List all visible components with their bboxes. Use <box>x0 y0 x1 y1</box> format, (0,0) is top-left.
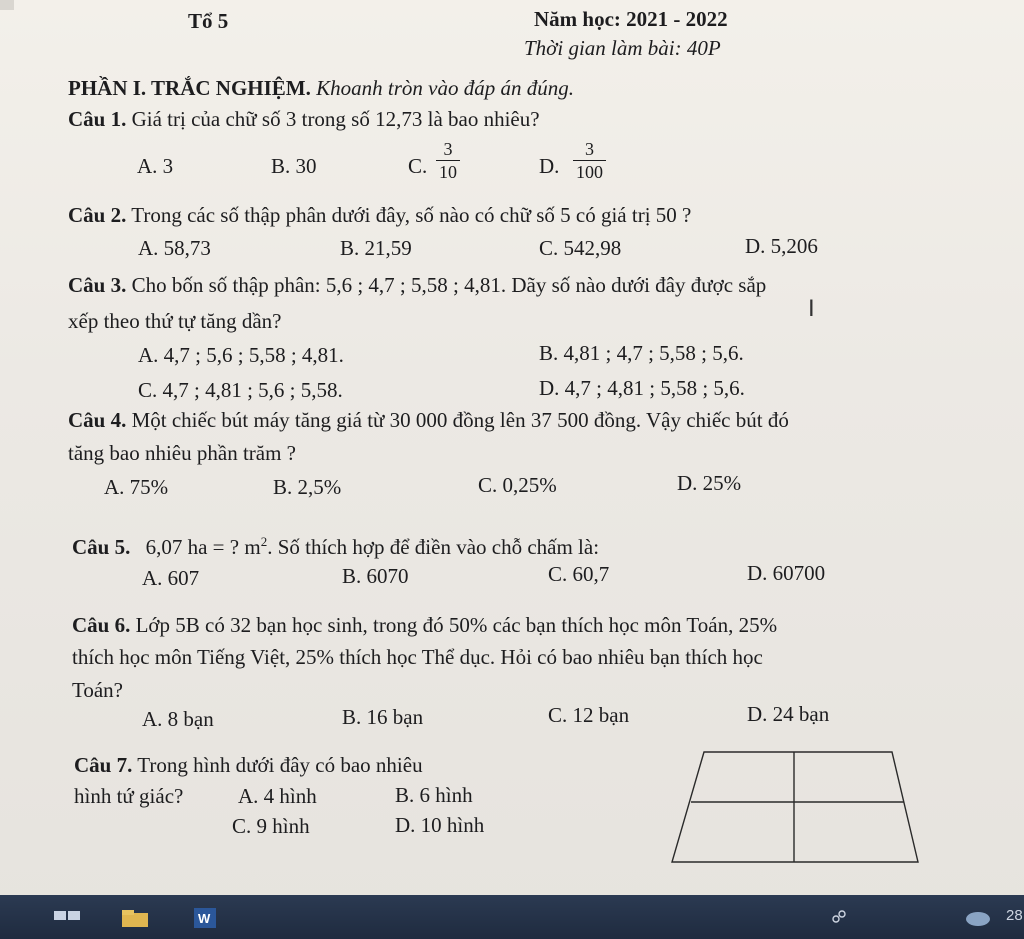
text-cursor-icon: I <box>808 295 815 322</box>
cloud-icon[interactable] <box>962 905 998 929</box>
q6-option-c: C. 12 bạn <box>548 703 630 727</box>
q6-option-d: D. 24 bạn <box>747 702 830 726</box>
people-icon[interactable] <box>826 905 854 929</box>
question-7-text-line2: hình tứ giác? <box>74 784 184 808</box>
q1-option-d-fraction <box>573 138 606 183</box>
section-heading <box>68 75 574 101</box>
q4-option-b: B. 2,5% <box>273 475 342 499</box>
trapezoid-outline <box>672 752 918 862</box>
question-3-label: Câu 3. <box>68 273 127 297</box>
q7-option-c: C. 9 hình <box>232 814 310 838</box>
q3-option-d: D. 4,7 ; 4,81 ; 5,58 ; 5,6. <box>539 376 745 400</box>
q5-option-b: B. 6070 <box>342 564 409 588</box>
question-4-text-line2: tăng bao nhiêu phần trăm ? <box>68 441 297 465</box>
question-1-text: Giá trị của chữ số 3 trong số 12,73 là bao nhiêu? <box>131 107 540 131</box>
question-1-label: Câu 1. <box>68 107 127 131</box>
q4-option-d: D. 25% <box>677 471 742 495</box>
question-7-text-line1: Trong hình dưới đây có bao nhiêu <box>137 753 423 777</box>
question-5 <box>72 534 599 560</box>
question-7-label: Câu 7. <box>74 753 133 777</box>
svg-text:W: W <box>198 911 211 926</box>
question-5-text: . Số thích hợp để điền vào chỗ chấm là: <box>267 535 600 559</box>
question-6-text-line2: thích học môn Tiếng Việt, 25% thích học Thể dục. Hỏi có bao nhiêu bạn thích học <box>72 645 763 669</box>
q3-option-a: A. 4,7 ; 5,6 ; 5,58 ; 4,81. <box>138 343 344 367</box>
q3-option-c: C. 4,7 ; 4,81 ; 5,6 ; 5,58. <box>138 378 343 402</box>
q7-option-a: A. 4 hình <box>238 784 317 808</box>
school-year: Năm học: 2021 - 2022 <box>534 7 728 31</box>
q5-option-d: D. 60700 <box>747 561 826 585</box>
question-2-text: Trong các số thập phân dưới đây, số nào có chữ số 5 có giá trị 50 ? <box>131 203 692 227</box>
taskbar-app-icon[interactable] <box>48 905 88 929</box>
section-instruction: Khoanh tròn vào đáp án đúng. <box>316 76 574 100</box>
q1-option-c-label: C. <box>408 154 428 178</box>
quadrilateral-figure <box>664 746 926 870</box>
q7-option-d: D. 10 hình <box>395 813 485 837</box>
q1-option-c-fraction <box>436 138 460 183</box>
question-6 <box>72 612 777 638</box>
q2-option-b: B. 21,59 <box>340 236 412 260</box>
taskbar <box>0 895 1024 939</box>
q1-d-numerator: 3 <box>585 139 594 159</box>
word-app-icon[interactable] <box>192 905 222 929</box>
question-5-label: Câu 5. <box>72 535 131 559</box>
question-5-exponent: 2 <box>260 534 268 549</box>
question-3 <box>68 272 766 298</box>
file-explorer-icon[interactable] <box>118 905 154 929</box>
q1-option-d-label: D. <box>539 154 560 178</box>
q6-option-b: B. 16 bạn <box>342 705 424 729</box>
taskbar-clock[interactable]: 28 <box>1006 907 1023 924</box>
q6-option-a: A. 8 bạn <box>142 707 214 731</box>
q2-option-d: D. 5,206 <box>745 234 818 258</box>
question-5-expression: 6,07 ha = ? m <box>145 535 261 559</box>
q5-option-c: C. 60,7 <box>548 562 610 586</box>
q1-c-denominator: 10 <box>436 160 460 183</box>
screen-bezel <box>0 0 14 10</box>
question-6-text-line1: Lớp 5B có 32 bạn học sinh, trong đó 50% các bạn thích học môn Toán, 25% <box>135 613 778 637</box>
q1-c-numerator: 3 <box>443 139 453 159</box>
q4-option-a: A. 75% <box>104 475 169 499</box>
question-7 <box>74 752 423 778</box>
q2-option-a: A. 58,73 <box>138 236 211 260</box>
question-2-label: Câu 2. <box>68 203 127 227</box>
q7-option-b: B. 6 hình <box>395 783 473 807</box>
question-4-text-line1: Một chiếc bút máy tăng giá từ 30 000 đồng lên 37 500 đồng. Vậy chiếc bút đó <box>131 408 789 432</box>
section-title: PHẦN I. TRẮC NGHIỆM. <box>68 76 311 100</box>
question-3-text-line1: Cho bốn số thập phân: 5,6 ; 4,7 ; 5,58 ; 4,81. Dãy số nào dưới đây được sắp <box>131 273 767 297</box>
q2-option-c: C. 542,98 <box>539 236 622 260</box>
question-6-label: Câu 6. <box>72 613 131 637</box>
q5-option-a: A. 607 <box>142 566 200 590</box>
question-3-text-line2: xếp theo thứ tự tăng dần? <box>68 309 282 333</box>
question-4-label: Câu 4. <box>68 408 127 432</box>
q1-option-a: A. 3 <box>137 154 174 178</box>
q1-option-b: B. 30 <box>271 154 317 178</box>
q3-option-b: B. 4,81 ; 4,7 ; 5,58 ; 5,6. <box>539 341 744 365</box>
exam-time: Thời gian làm bài: 40P <box>524 36 721 60</box>
question-2 <box>68 202 691 228</box>
q4-option-c: C. 0,25% <box>478 473 557 497</box>
group-label: Tổ 5 <box>188 9 229 33</box>
question-1 <box>68 106 540 132</box>
question-6-text-line3: Toán? <box>72 678 124 702</box>
question-4 <box>68 407 789 433</box>
q1-d-denominator: 100 <box>573 160 606 183</box>
